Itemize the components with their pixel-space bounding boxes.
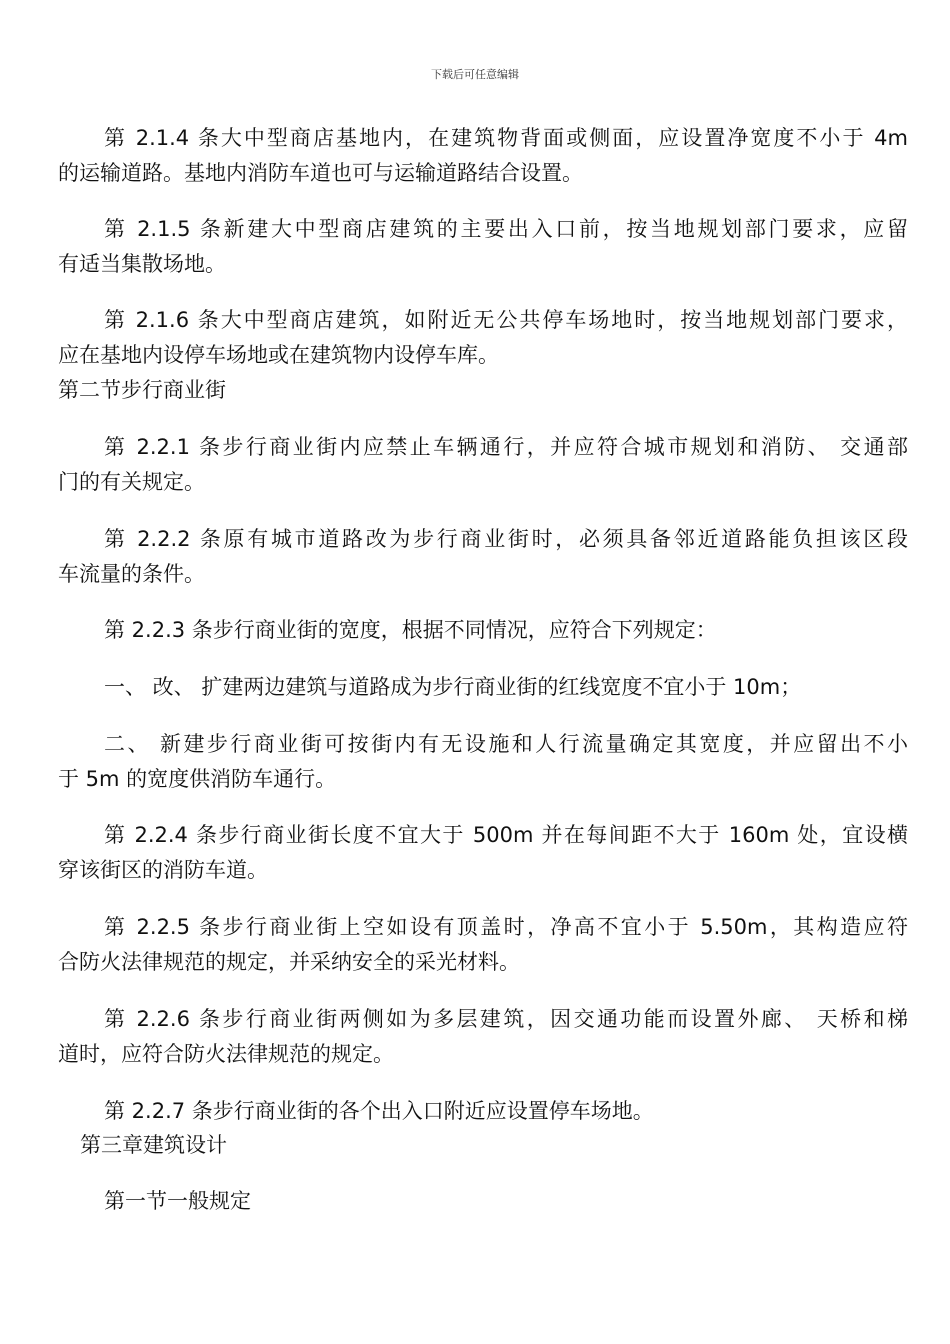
text-line: 穿该街区的消防车道。 — [58, 858, 268, 882]
text-line: 应在基地内设停车场地或在建筑物内设停车库。 — [58, 343, 499, 367]
text-line: 第 2.2.1 条步行商业街内应禁止车辆通行，并应符合城市规划和消防、 交通部 — [104, 435, 908, 459]
text-line: 门的有关规定。 — [58, 470, 205, 494]
text-line: 的运输道路。基地内消防车道也可与运输道路结合设置。 — [58, 161, 583, 185]
section-heading: 第一节一般规定 — [104, 1189, 251, 1213]
text-line: 第 2.1.5 条新建大中型商店建筑的主要出入口前，按当地规划部门要求，应留 — [104, 217, 908, 241]
text-line: 道时，应符合防火法律规范的规定。 — [58, 1042, 394, 1066]
list-item: 一、 改、 扩建两边建筑与道路成为步行商业街的红线宽度不宜小于 10m； — [104, 675, 802, 699]
section-heading: 第二节步行商业街 — [58, 378, 226, 402]
chapter-heading: 第三章建筑设计 — [80, 1133, 227, 1157]
text-line: 第 2.2.5 条步行商业街上空如设有顶盖时，净高不宜小于 5.50m，其构造应符 — [104, 915, 908, 939]
page-header: 下载后可任意编辑 — [431, 68, 519, 81]
text-line: 有适当集散场地。 — [58, 252, 226, 276]
text-line: 第 2.1.6 条大中型商店建筑，如附近无公共停车场地时，按当地规划部门要求， — [104, 308, 908, 332]
list-item: 二、 新建步行商业街可按街内有无设施和人行流量确定其宽度，并应留出不小 — [104, 732, 908, 756]
text-line: 第 2.2.4 条步行商业街长度不宜大于 500m 并在每间距不大于 160m 处，宜设横 — [104, 823, 908, 847]
text-line: 第 2.2.7 条步行商业街的各个出入口附近应设置停车场地。 — [104, 1099, 654, 1123]
text-line: 车流量的条件。 — [58, 562, 205, 586]
text-line: 第 2.2.6 条步行商业街两侧如为多层建筑，因交通功能而设置外廊、 天桥和梯 — [104, 1007, 908, 1031]
text-line: 第 2.2.2 条原有城市道路改为步行商业街时，必须具备邻近道路能负担该区段 — [104, 527, 908, 551]
text-line: 于 5m 的宽度供消防车通行。 — [58, 767, 337, 791]
text-line: 第 2.2.3 条步行商业街的宽度，根据不同情况，应符合下列规定： — [104, 618, 717, 642]
text-line: 第 2.1.4 条大中型商店基地内，在建筑物背面或侧面，应设置净宽度不小于 4m — [104, 126, 908, 150]
text-line: 合防火法律规范的规定，并采纳安全的采光材料。 — [58, 950, 520, 974]
